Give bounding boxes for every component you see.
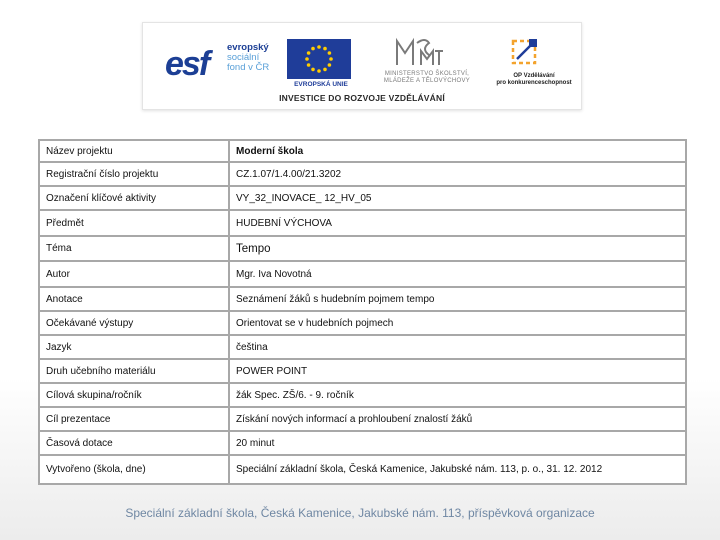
row-label: Autor — [39, 261, 229, 287]
row-value: VY_32_INOVACE_ 12_HV_05 — [229, 186, 686, 210]
row-value: Získání nových informací a prohloubení znalostí žáků — [229, 407, 686, 431]
table-row — [39, 455, 686, 484]
op-logo — [493, 37, 573, 93]
row-value: HUDEBNÍ VÝCHOVA — [229, 210, 686, 236]
esf-mark: esf — [165, 45, 209, 83]
row-value: 20 minut — [229, 431, 686, 455]
table-row — [39, 359, 686, 383]
eu-logo — [285, 39, 355, 89]
eu-caption: EVROPSKÁ UNIE — [294, 81, 348, 88]
row-value: CZ.1.07/1.4.00/21.3202 — [229, 162, 686, 186]
banner-tagline: INVESTICE DO ROZVOJE VZDĚLÁVÁNÍ — [279, 93, 445, 103]
row-label: Časová dotace — [39, 431, 229, 455]
row-value: Seznámení žáků s hudebním pojmem tempo — [229, 287, 686, 311]
row-label: Téma — [39, 236, 229, 261]
op-caption — [493, 73, 575, 87]
row-label: Anotace — [39, 287, 229, 311]
project-info-table — [38, 139, 687, 485]
op-line-2: pro konkurenceschopnost — [496, 80, 572, 86]
row-value: žák Spec. ZŠ/6. - 9. ročník — [229, 383, 686, 407]
table-row — [39, 261, 686, 287]
row-value: POWER POINT — [229, 359, 686, 383]
row-value: Mgr. Iva Novotná — [229, 261, 686, 287]
table-row — [39, 140, 686, 162]
table-row — [39, 407, 686, 431]
row-label: Registrační číslo projektu — [39, 162, 229, 186]
op-line-1: OP Vzdělávání — [513, 73, 555, 79]
esf-logo — [165, 37, 285, 91]
row-label: Název projektu — [39, 140, 229, 162]
row-label: Označení klíčové aktivity — [39, 186, 229, 210]
table-row — [39, 287, 686, 311]
esf-caption — [227, 43, 269, 73]
row-label: Cílová skupina/ročník — [39, 383, 229, 407]
row-label: Jazyk — [39, 335, 229, 359]
table-row — [39, 210, 686, 236]
table-row — [39, 335, 686, 359]
eu-flag-icon — [287, 39, 351, 79]
row-label: Předmět — [39, 210, 229, 236]
esf-line-1: evropský — [227, 42, 269, 53]
row-value: čeština — [229, 335, 686, 359]
esf-line-3: fond v ČR — [227, 62, 270, 73]
msmt-logo — [371, 37, 481, 93]
row-label: Cíl prezentace — [39, 407, 229, 431]
row-label: Vytvořeno (škola, dne) — [39, 455, 229, 484]
row-value: Speciální základní škola, Česká Kamenice, Jakubské nám. 113, p. o., 31. 12. 2012 — [229, 455, 686, 484]
table-row — [39, 186, 686, 210]
row-value: Moderní škola — [229, 140, 686, 162]
row-label: Druh učebního materiálu — [39, 359, 229, 383]
row-value: Tempo — [229, 236, 686, 261]
msmt-caption — [371, 71, 483, 85]
table-row — [39, 311, 686, 335]
msmt-line-1: MINISTERSTVO ŠKOLSTVÍ, — [384, 71, 470, 77]
msmt-line-2: MLÁDEŽE A TĚLOVÝCHOVY — [383, 78, 471, 84]
row-label: Očekávané výstupy — [39, 311, 229, 335]
table-row — [39, 431, 686, 455]
logo-banner — [142, 22, 582, 110]
footer-text: Speciální základní škola, Česká Kamenice, Jakubské nám. 113, příspěvková organizace — [125, 506, 595, 520]
table-row — [39, 236, 686, 261]
msmt-mark-icon — [393, 37, 443, 69]
table-row — [39, 162, 686, 186]
op-mark-icon — [507, 37, 543, 69]
esf-line-2: sociální — [227, 52, 260, 63]
table-row — [39, 383, 686, 407]
row-value: Orientovat se v hudebních pojmech — [229, 311, 686, 335]
